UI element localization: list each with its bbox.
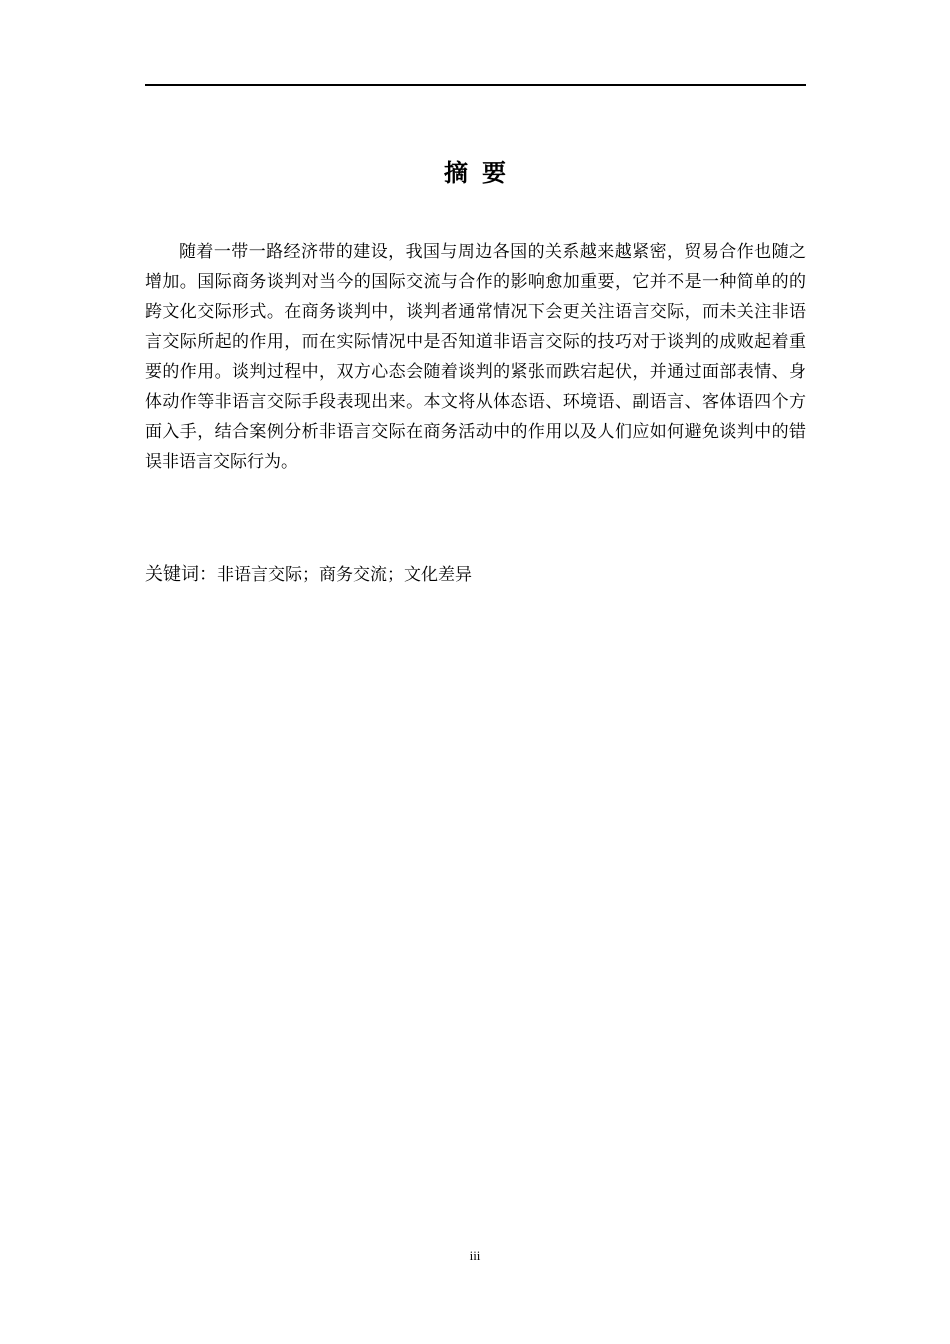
keywords-line xyxy=(145,561,806,589)
header-rule xyxy=(145,84,806,86)
abstract-paragraph: 随着一带一路经济带的建设，我国与周边各国的关系越来越紧密，贸易合作也随之增加。国际商务谈判对当今的国际交流与合作的影响愈加重要，它并不是一种简单的的跨文化交际形式。在商务谈判中，谈判者通常情况下会更关注语言交际，而未关注非语言交际所起的作用，而在实际情况中是否知道非语言交际的技巧对于谈判的成败起着重要的作用。谈判过程中，双方心态会随着谈判的紧张而跌宕起伏，并通过面部表情、身体动作等非语言交际手段表现出来。本文将从体态语、环境语、副语言、客体语四个方面入手，结合案例分析非语言交际在商务活动中的作用以及人们应如何避免谈判中的错误非语言交际行为。 xyxy=(145,242,806,472)
keywords-label: 关键词： xyxy=(145,564,217,585)
keywords-value: 非语言交际；商务交流；文化差异 xyxy=(217,565,472,585)
page-title: 摘要 xyxy=(444,159,520,187)
page-number: iii xyxy=(469,1248,481,1263)
